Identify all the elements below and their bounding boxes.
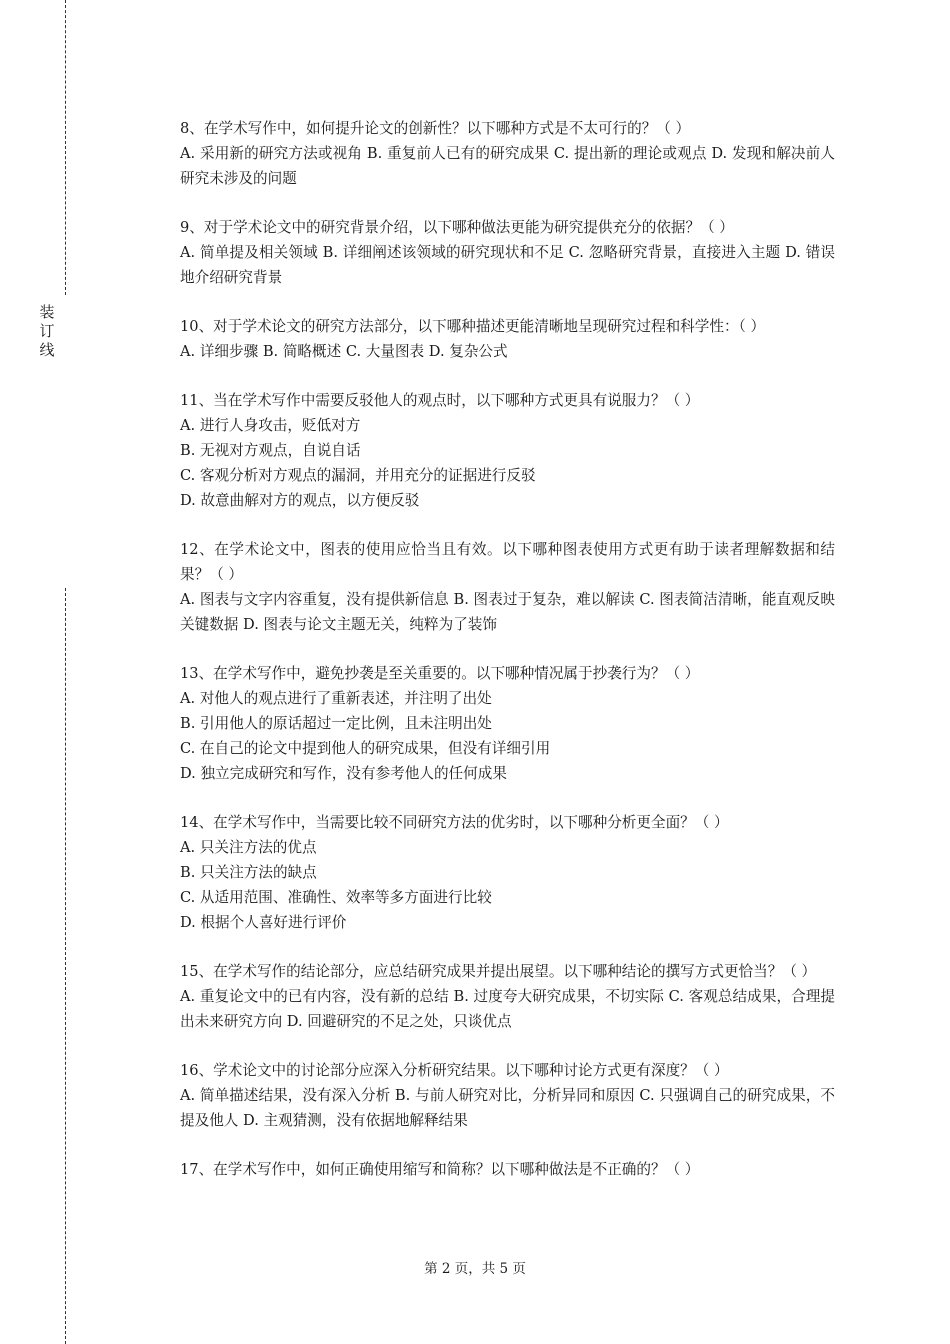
question-block <box>180 388 835 513</box>
question-options: C. 在自己的论文中提到他人的研究成果，但没有详细引用 <box>180 740 551 757</box>
question-options: D. 故意曲解对方的观点，以方便反驳 <box>180 492 420 509</box>
question-options: A. 对他人的观点进行了重新表述，并注明了出处 <box>180 690 492 707</box>
question-options: A. 简单提及相关领域 B. 详细阐述该领域的研究现状和不足 C. 忽略研究背景，直接进入主题 D. 错误地介绍研究背景 <box>180 244 835 286</box>
question-block <box>180 661 835 786</box>
question-options: A. 简单描述结果，没有深入分析 B. 与前人研究对比，分析异同和原因 C. 只强调自己的研究成果，不提及他人 D. 主观猜测，没有依据地解释结果 <box>180 1087 835 1129</box>
question-options: D. 根据个人喜好进行评价 <box>180 914 347 931</box>
question-options: D. 独立完成研究和写作，没有参考他人的任何成果 <box>180 765 507 782</box>
question-stem: 14、在学术写作中，当需要比较不同研究方法的优劣时，以下哪种分析更全面？（ ） <box>180 814 729 831</box>
binding-char: 装 <box>39 303 55 321</box>
question-block <box>180 1157 835 1182</box>
binding-line-top <box>65 0 66 295</box>
question-options: A. 只关注方法的优点 <box>180 839 317 856</box>
question-block <box>180 1058 835 1133</box>
question-block <box>180 314 835 364</box>
binding-char: 线 <box>39 341 55 359</box>
question-options: B. 引用他人的原话超过一定比例，且未注明出处 <box>180 715 492 732</box>
page-footer: 第 2 页，共 5 页 <box>424 1261 526 1277</box>
question-block <box>180 537 835 637</box>
question-stem: 16、学术论文中的讨论部分应深入分析研究结果。以下哪种讨论方式更有深度？（ ） <box>180 1062 729 1079</box>
question-stem: 11、当在学术写作中需要反驳他人的观点时，以下哪种方式更具有说服力？（ ） <box>180 392 700 409</box>
question-options: A. 重复论文中的已有内容，没有新的总结 B. 过度夸大研究成果，不切实际 C. 客观总结成果，合理提出未来研究方向 D. 回避研究的不足之处，只谈优点 <box>180 988 835 1030</box>
question-options: A. 采用新的研究方法或视角 B. 重复前人已有的研究成果 C. 提出新的理论或观点 D. 发现和解决前人研究未涉及的问题 <box>180 145 835 187</box>
question-stem: 13、在学术写作中，避免抄袭是至关重要的。以下哪种情况属于抄袭行为？（ ） <box>180 665 700 682</box>
question-stem: 10、对于学术论文的研究方法部分，以下哪种描述更能清晰地呈现研究过程和科学性：（ ） <box>180 318 766 335</box>
question-list <box>180 116 835 1206</box>
question-options: C. 从适用范围、准确性、效率等多方面进行比较 <box>180 889 492 906</box>
question-options: A. 进行人身攻击，贬低对方 <box>180 417 361 434</box>
binding-char: 订 <box>39 322 55 340</box>
binding-line-bottom <box>65 588 66 1344</box>
question-block <box>180 810 835 935</box>
question-stem: 17、在学术写作中，如何正确使用缩写和简称？以下哪种做法是不正确的？（ ） <box>180 1161 700 1178</box>
question-block <box>180 959 835 1034</box>
question-options: B. 无视对方观点，自说自话 <box>180 442 361 459</box>
question-options: A. 图表与文字内容重复，没有提供新信息 B. 图表过于复杂，难以解读 C. 图表简洁清晰，能直观反映关键数据 D. 图表与论文主题无关，纯粹为了装饰 <box>180 591 835 633</box>
question-stem: 8、在学术写作中，如何提升论文的创新性？以下哪种方式是不太可行的？（ ） <box>180 120 691 137</box>
question-options: C. 客观分析对方观点的漏洞，并用充分的证据进行反驳 <box>180 467 536 484</box>
binding-label <box>38 303 56 360</box>
question-stem: 9、对于学术论文中的研究背景介绍，以下哪种做法更能为研究提供充分的依据？（ ） <box>180 219 734 236</box>
question-stem: 12、在学术论文中，图表的使用应恰当且有效。以下哪种图表使用方式更有助于读者理解数据和结果？（ ） <box>180 541 835 583</box>
question-stem: 15、在学术写作的结论部分，应总结研究成果并提出展望。以下哪种结论的撰写方式更恰当？（ ） <box>180 963 817 980</box>
question-options: A. 详细步骤 B. 简略概述 C. 大量图表 D. 复杂公式 <box>180 343 508 360</box>
question-options: B. 只关注方法的缺点 <box>180 864 317 881</box>
question-block <box>180 215 835 290</box>
question-block <box>180 116 835 191</box>
